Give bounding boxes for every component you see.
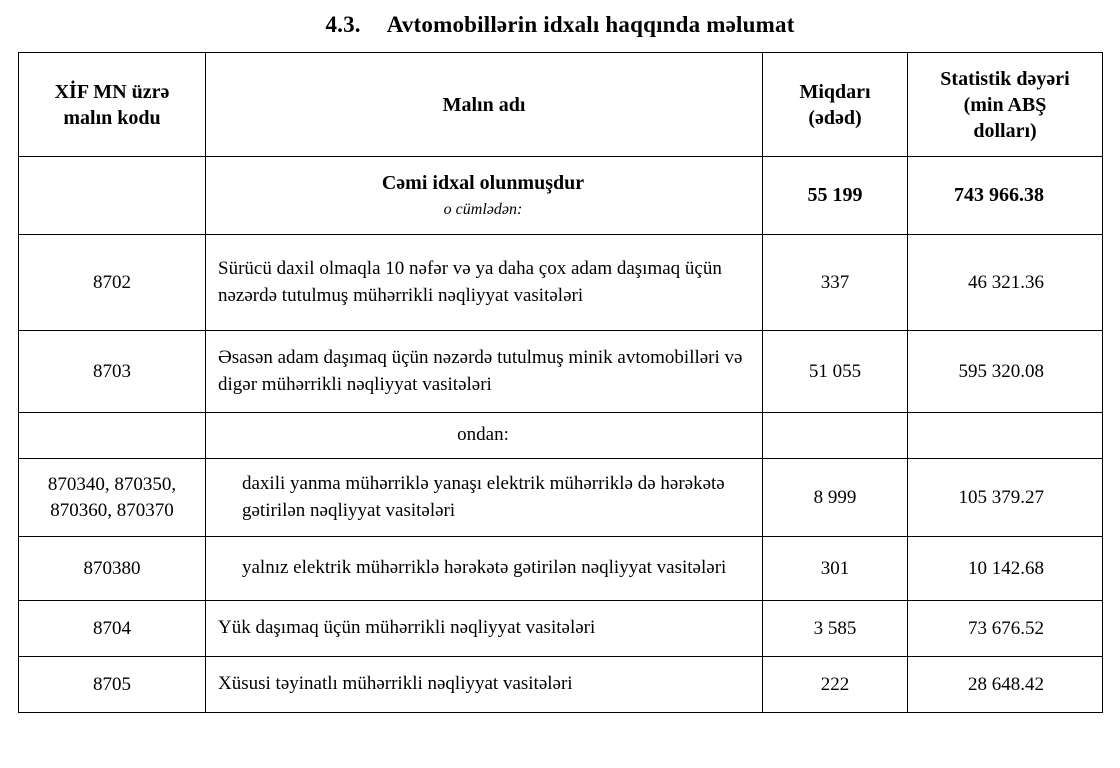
cell-value: 105 379.27 — [908, 459, 1103, 537]
cell-qty: 222 — [763, 657, 908, 713]
cell-qty: 3 585 — [763, 601, 908, 657]
col-header-name: Malın adı — [206, 53, 763, 157]
cell-code: 8702 — [19, 235, 206, 331]
cell-qty — [763, 413, 908, 459]
cell-name — [206, 157, 763, 235]
col-header-value: Statistik dəyəri (min ABŞ dolları) — [908, 53, 1103, 157]
cell-qty: 337 — [763, 235, 908, 331]
section-title-text: Avtomobillərin idxalı haqqında məlumat — [386, 12, 795, 37]
total-label: Cəmi idxal olunmuşdur — [381, 172, 585, 195]
cell-qty: 301 — [763, 537, 908, 601]
col-header-code: XİF MN üzrə malın kodu — [19, 53, 206, 157]
page-title — [18, 12, 1102, 38]
cell-name: Yük daşımaq üçün mühərrikli nəqliyyat vasitələri — [206, 601, 763, 657]
cell-code: 870340, 870350, 870360, 870370 — [19, 459, 206, 537]
cell-value — [908, 413, 1103, 459]
cell-qty: 55 199 — [763, 157, 908, 235]
cell-name: Əsasən adam daşımaq üçün nəzərdə tutulmuş minik avtomobilləri və digər mühərrikli nəqliyyat vasitələri — [206, 331, 763, 413]
cell-qty: 8 999 — [763, 459, 908, 537]
cell-name: daxili yanma mühərriklə yanaşı elektrik mühərriklə də hərəkətə gətirilən nəqliyyat vasitələri — [206, 459, 763, 537]
cell-code: 870380 — [19, 537, 206, 601]
table-row — [19, 235, 1103, 331]
cell-name: Sürücü daxil olmaqla 10 nəfər və ya daha çox adam daşımaq üçün nəzərdə tutulmuş mühərrikli nəqliyyat vasitələri — [206, 235, 763, 331]
table-row — [19, 601, 1103, 657]
total-note: o cümlədən: — [443, 201, 523, 219]
cell-name: ondan: — [206, 413, 763, 459]
cell-name: Xüsusi təyinatlı mühərrikli nəqliyyat vasitələri — [206, 657, 763, 713]
cell-value: 595 320.08 — [908, 331, 1103, 413]
cell-code: 8703 — [19, 331, 206, 413]
table-row — [19, 657, 1103, 713]
cell-code — [19, 157, 206, 235]
import-table — [18, 52, 1103, 713]
cell-value: 46 321.36 — [908, 235, 1103, 331]
cell-code — [19, 413, 206, 459]
cell-code: 8705 — [19, 657, 206, 713]
table-row — [19, 331, 1103, 413]
table-row — [19, 157, 1103, 235]
cell-code: 8704 — [19, 601, 206, 657]
cell-value: 28 648.42 — [908, 657, 1103, 713]
cell-name: yalnız elektrik mühərriklə hərəkətə gətirilən nəqliyyat vasitələri — [206, 537, 763, 601]
table-row — [19, 413, 1103, 459]
table-header-row — [19, 53, 1103, 157]
cell-value: 743 966.38 — [908, 157, 1103, 235]
cell-value: 10 142.68 — [908, 537, 1103, 601]
table-row — [19, 459, 1103, 537]
col-header-qty: Miqdarı (ədəd) — [763, 53, 908, 157]
table-row — [19, 537, 1103, 601]
cell-qty: 51 055 — [763, 331, 908, 413]
cell-value: 73 676.52 — [908, 601, 1103, 657]
section-number: 4.3. — [325, 12, 361, 37]
